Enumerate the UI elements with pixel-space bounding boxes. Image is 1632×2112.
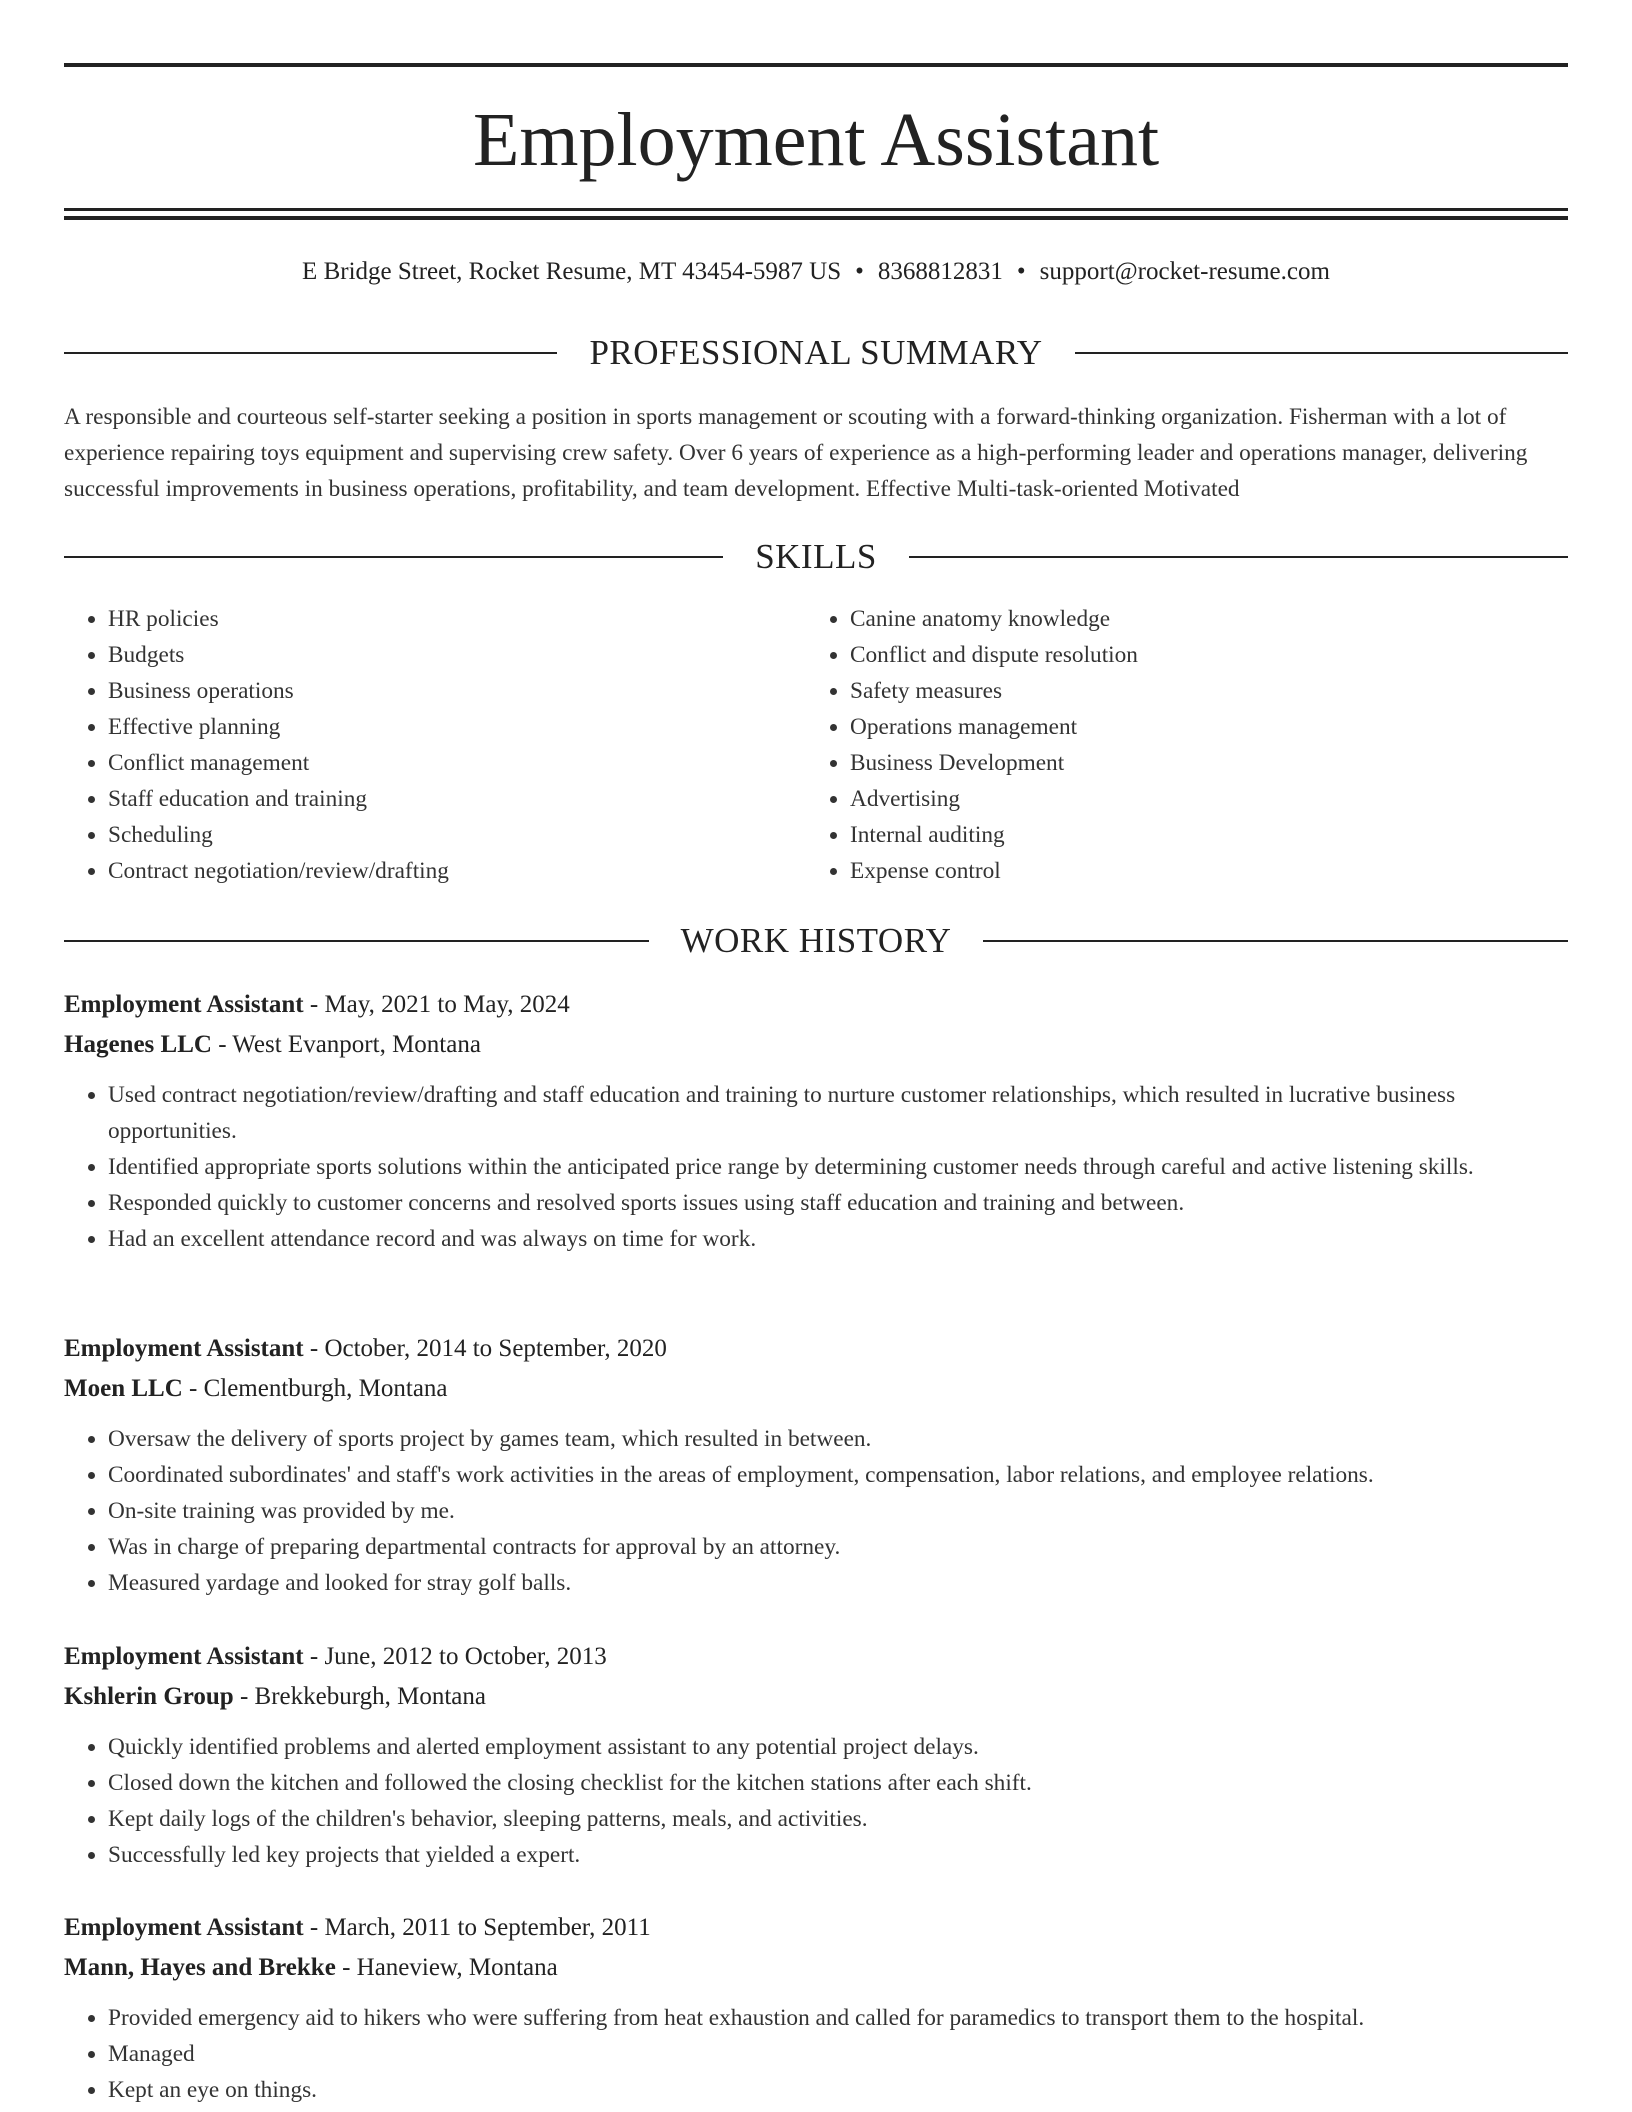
heading-rule-right (909, 556, 1568, 558)
job-bullets (64, 2000, 1568, 2108)
contact-separator: • (1016, 258, 1026, 285)
work-title: WORK HISTORY (680, 921, 952, 960)
job-company-line (64, 1369, 1568, 1409)
job-title: Employment Assistant (64, 1335, 304, 1362)
job-dates: - May, 2021 to May, 2024 (303, 991, 570, 1018)
job-location: - West Evanport, Montana (211, 1031, 481, 1058)
job-bullet: • Coordinated subordinates' and staff's work activities in the areas of employment, compensation, labor relations, and employee relations. (108, 1457, 1568, 1493)
skill-item: • HR policies (108, 601, 806, 637)
job-bullet: • Successfully led key projects that yielded a expert. (108, 1837, 1568, 1873)
header-top-rule (64, 63, 1568, 67)
job-bullet: • Closed down the kitchen and followed the closing checklist for the kitchen stations after each shift. (108, 1765, 1568, 1801)
contact-line (64, 254, 1568, 290)
job-company: Kshlerin Group (64, 1683, 234, 1710)
summary-text: A responsible and courteous self-starter seeking a position in sports management or scouting with a forward-thinking organization. Fisherman with a lot of experience repairing toys equipment and supervising crew safety. Over 6 years of experience as a high-performing leader and operations manager, delivering successful improvements in business operations, profitability, and team development. Effective Multi-task-oriented Motivated (64, 404, 1528, 502)
job-bullet: • Measured yardage and looked for stray golf balls. (108, 1565, 1568, 1601)
job-company-line (64, 1948, 1568, 1988)
skills-title: SKILLS (755, 537, 877, 576)
skill-item: • Contract negotiation/review/drafting (108, 853, 806, 889)
job-dates: - March, 2011 to September, 2011 (303, 1914, 651, 1941)
skill-item: • Conflict and dispute resolution (850, 637, 1548, 673)
heading-rule-left (64, 556, 723, 558)
job-bullet: • Kept daily logs of the children's behavior, sleeping patterns, meals, and activities. (108, 1801, 1568, 1837)
job-company: Moen LLC (64, 1375, 183, 1402)
job-title-line (64, 1637, 1568, 1677)
heading-rule-left (64, 352, 557, 354)
summary-heading (64, 331, 1568, 375)
job-title: Employment Assistant (64, 1914, 304, 1941)
job-company: Hagenes LLC (64, 1031, 212, 1058)
skills-heading (64, 535, 1568, 579)
job-bullets (64, 1729, 1568, 1873)
contact-separator: • (855, 258, 864, 285)
job-bullet: • Had an excellent attendance record and was always on time for work. (108, 1221, 1568, 1257)
skills-columns (64, 601, 1568, 889)
job-bullet: • Managed (108, 2036, 1568, 2072)
job-dates: - June, 2012 to October, 2013 (303, 1643, 607, 1670)
heading-rule-right (983, 940, 1568, 942)
contact-phone: 8368812831 (877, 258, 1003, 285)
job-bullet: • Identified appropriate sports solutions within the anticipated price range by determining customer needs through careful and active listening skills. (108, 1149, 1568, 1185)
summary-title: PROFESSIONAL SUMMARY (589, 333, 1043, 372)
job-bullet: • On-site training was provided by me. (108, 1493, 1568, 1529)
skill-item: • Business operations (108, 673, 806, 709)
resume-name: Employment Assistant (472, 98, 1160, 182)
header-double-rule-lower (64, 216, 1568, 220)
skill-item: • Conflict management (108, 745, 806, 781)
skills-list-left (64, 601, 806, 889)
job-bullet: • Oversaw the delivery of sports project by games team, which resulted in between. (108, 1421, 1568, 1457)
skill-item: • Business Development (850, 745, 1548, 781)
heading-rule-left (64, 940, 649, 942)
job-company-line (64, 1677, 1568, 1717)
skill-item: • Operations management (850, 709, 1548, 745)
job-title: Employment Assistant (64, 1643, 304, 1670)
job-title-line (64, 1908, 1568, 1948)
job-entry (64, 985, 1568, 1257)
skill-item: • Safety measures (850, 673, 1548, 709)
job-bullet: • Kept an eye on things. (108, 2072, 1568, 2108)
job-entry (64, 1637, 1568, 1873)
skill-item: • Canine anatomy knowledge (850, 601, 1548, 637)
job-entry (64, 1908, 1568, 2108)
job-bullet: • Quickly identified problems and alerted employment assistant to any potential project delays. (108, 1729, 1568, 1765)
contact-email: support@rocket-resume.com (1039, 258, 1330, 285)
job-company: Mann, Hayes and Brekke (64, 1954, 336, 1981)
job-title: Employment Assistant (64, 991, 304, 1018)
job-bullet: • Provided emergency aid to hikers who were suffering from heat exhaustion and called for paramedics to transport them to the hospital. (108, 2000, 1568, 2036)
job-bullets (64, 1077, 1568, 1257)
job-bullet: • Was in charge of preparing departmental contracts for approval by an attorney. (108, 1529, 1568, 1565)
job-location: - Haneview, Montana (335, 1954, 558, 1981)
job-location: - Brekkeburgh, Montana (233, 1683, 486, 1710)
job-company-line (64, 1025, 1568, 1065)
job-bullet: • Responded quickly to customer concerns and resolved sports issues using staff education and training and between. (108, 1185, 1568, 1221)
heading-rule-right (1075, 352, 1568, 354)
job-title-line (64, 985, 1568, 1025)
skills-list-right (806, 601, 1548, 889)
job-bullets (64, 1421, 1568, 1601)
skill-item: • Advertising (850, 781, 1548, 817)
work-heading (64, 919, 1568, 963)
job-entry (64, 1329, 1568, 1601)
job-location: - Clementburgh, Montana (182, 1375, 448, 1402)
skill-item: • Scheduling (108, 817, 806, 853)
skill-item: • Budgets (108, 637, 806, 673)
skill-item: • Internal auditing (850, 817, 1548, 853)
contact-address: E Bridge Street, Rocket Resume, MT 43454-5987 US (302, 258, 842, 285)
job-dates: - October, 2014 to September, 2020 (303, 1335, 667, 1362)
skill-item: • Staff education and training (108, 781, 806, 817)
skill-item: • Effective planning (108, 709, 806, 745)
skill-item: • Expense control (850, 853, 1548, 889)
job-title-line (64, 1329, 1568, 1369)
header-double-rule-upper (64, 208, 1568, 211)
job-bullet: • Used contract negotiation/review/drafting and staff education and training to nurture customer relationships, which resulted in lucrative business opportunities. (108, 1077, 1568, 1149)
